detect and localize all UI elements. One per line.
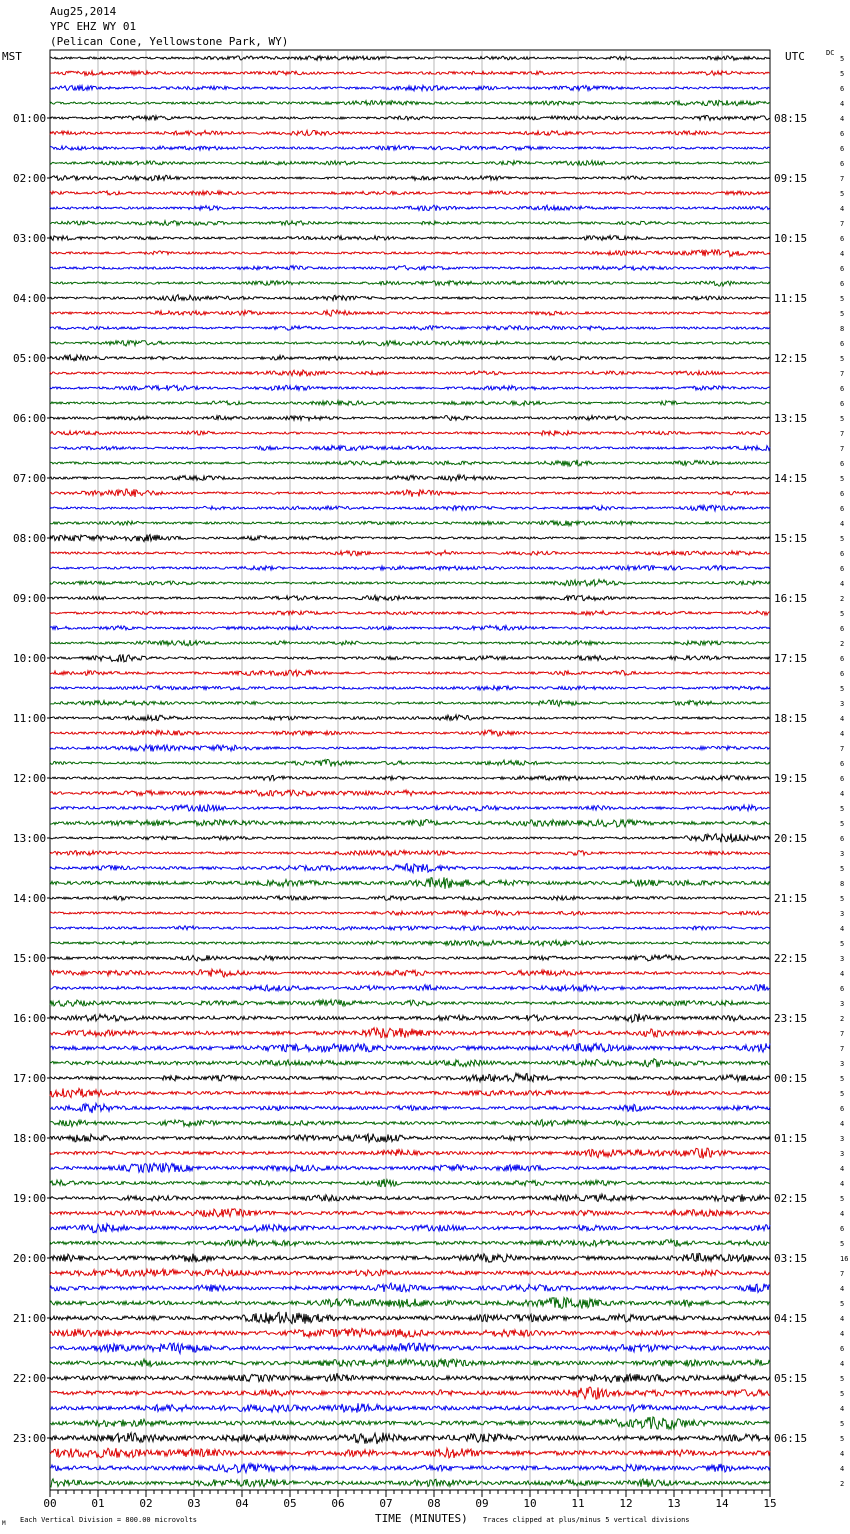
dc-value: 6 bbox=[840, 85, 845, 93]
trace-row bbox=[50, 625, 770, 630]
dc-value: 5 bbox=[840, 685, 845, 693]
left-hour-label: 23:00 bbox=[13, 1432, 47, 1445]
dc-value: 5 bbox=[840, 415, 845, 423]
dc-value: 4 bbox=[840, 580, 845, 588]
trace-row bbox=[50, 250, 770, 257]
trace-row bbox=[50, 1028, 770, 1038]
dc-value: 5 bbox=[840, 55, 845, 63]
dc-value: 4 bbox=[840, 970, 845, 978]
dc-value: 6 bbox=[840, 145, 845, 153]
trace-row bbox=[50, 1073, 770, 1082]
trace-row bbox=[50, 146, 770, 151]
trace-row bbox=[50, 686, 770, 691]
dc-value: 7 bbox=[840, 430, 845, 438]
trace-row bbox=[50, 969, 770, 977]
dc-value: 6 bbox=[840, 130, 845, 138]
x-tick-label: 10 bbox=[523, 1497, 537, 1510]
dc-value: 6 bbox=[840, 280, 845, 288]
right-hour-label: 13:15 bbox=[774, 412, 808, 425]
station-location: (Pelican Cone, Yellowstone Park, WY) bbox=[50, 35, 289, 48]
x-tick-label: 15 bbox=[763, 1497, 777, 1510]
trace-row bbox=[50, 730, 770, 736]
trace-row bbox=[50, 1298, 770, 1309]
trace-row bbox=[50, 401, 770, 406]
trace-row bbox=[50, 1448, 770, 1458]
dc-value: 6 bbox=[840, 340, 845, 348]
trace-row bbox=[50, 1240, 770, 1247]
right-hour-label: 06:15 bbox=[774, 1432, 808, 1445]
dc-value: 5 bbox=[840, 1090, 845, 1098]
left-hour-label: 05:00 bbox=[13, 352, 47, 365]
trace-row bbox=[50, 819, 770, 827]
left-hour-label: 04:00 bbox=[13, 292, 47, 305]
dc-value: 3 bbox=[840, 1135, 845, 1143]
dc-value: 6 bbox=[840, 490, 845, 498]
dc-value: 8 bbox=[840, 880, 845, 888]
trace-row bbox=[50, 221, 770, 226]
left-hour-label: 16:00 bbox=[13, 1012, 47, 1025]
trace-row bbox=[50, 56, 770, 61]
x-tick-label: 12 bbox=[619, 1497, 633, 1510]
trace-row bbox=[50, 460, 770, 466]
dc-value: 5 bbox=[840, 805, 845, 813]
trace-row bbox=[50, 1253, 770, 1262]
dc-value: 5 bbox=[840, 535, 845, 543]
trace-row bbox=[50, 1359, 770, 1367]
dc-value: 5 bbox=[840, 190, 845, 198]
dc-value: 6 bbox=[840, 1345, 845, 1353]
dc-value: 5 bbox=[840, 895, 845, 903]
dc-value: 7 bbox=[840, 175, 845, 183]
left-hour-label: 11:00 bbox=[13, 712, 47, 725]
trace-row bbox=[50, 790, 770, 796]
trace-row bbox=[50, 1433, 770, 1444]
trace-row bbox=[50, 984, 770, 991]
dc-value: 6 bbox=[840, 670, 845, 678]
right-hour-label: 08:15 bbox=[774, 112, 808, 125]
dc-value: 4 bbox=[840, 1120, 845, 1128]
x-tick-label: 08 bbox=[427, 1497, 441, 1510]
dc-value: 7 bbox=[840, 370, 845, 378]
right-hour-label: 11:15 bbox=[774, 292, 808, 305]
trace-row bbox=[50, 611, 770, 615]
dc-value: 5 bbox=[840, 865, 845, 873]
dc-value: 4 bbox=[840, 250, 845, 258]
trace-row bbox=[50, 1148, 770, 1158]
trace-row bbox=[50, 700, 770, 706]
dc-value: 6 bbox=[840, 160, 845, 168]
left-hour-label: 02:00 bbox=[13, 172, 47, 185]
x-tick-label: 00 bbox=[43, 1497, 57, 1510]
dc-value: 7 bbox=[840, 220, 845, 228]
x-tick-label: 05 bbox=[283, 1497, 297, 1510]
left-hour-label: 06:00 bbox=[13, 412, 47, 425]
dc-value: 4 bbox=[840, 1210, 845, 1218]
trace-row bbox=[50, 760, 770, 767]
right-hour-label: 12:15 bbox=[774, 352, 808, 365]
dc-value: 4 bbox=[840, 1465, 845, 1473]
dc-value: 6 bbox=[840, 385, 845, 393]
trace-row bbox=[50, 1403, 770, 1412]
trace-row bbox=[50, 1014, 770, 1023]
dc-value: 2 bbox=[840, 1015, 845, 1023]
dc-value: 6 bbox=[840, 775, 845, 783]
trace-row bbox=[50, 640, 770, 646]
trace-row bbox=[50, 896, 770, 900]
dc-value: 4 bbox=[840, 115, 845, 123]
dc-value: 4 bbox=[840, 1180, 845, 1188]
dc-value: 4 bbox=[840, 1330, 845, 1338]
trace-row bbox=[50, 175, 770, 181]
left-hour-label: 13:00 bbox=[13, 832, 47, 845]
trace-row bbox=[50, 550, 770, 555]
trace-row bbox=[50, 1103, 770, 1113]
trace-row bbox=[50, 310, 770, 316]
trace-row bbox=[50, 236, 770, 241]
dc-value: 4 bbox=[840, 1450, 845, 1458]
footer-mark: M bbox=[2, 1520, 6, 1527]
left-hour-label: 12:00 bbox=[13, 772, 47, 785]
dc-value: 4 bbox=[840, 730, 845, 738]
dc-value: 4 bbox=[840, 925, 845, 933]
dc-value: 5 bbox=[840, 355, 845, 363]
trace-row bbox=[50, 850, 770, 855]
dc-value: 6 bbox=[840, 460, 845, 468]
left-hour-label: 07:00 bbox=[13, 472, 47, 485]
dc-value: 3 bbox=[840, 700, 845, 708]
right-hour-label: 18:15 bbox=[774, 712, 808, 725]
dc-value: 5 bbox=[840, 475, 845, 483]
dc-value: 2 bbox=[840, 595, 845, 603]
dc-value: 16 bbox=[840, 1255, 849, 1263]
trace-row bbox=[50, 1283, 770, 1292]
trace-row bbox=[50, 116, 770, 121]
left-hour-label: 22:00 bbox=[13, 1372, 47, 1385]
trace-row bbox=[50, 715, 770, 721]
dc-value: 3 bbox=[840, 1150, 845, 1158]
right-hour-label: 17:15 bbox=[774, 652, 808, 665]
right-hour-label: 00:15 bbox=[774, 1072, 808, 1085]
dc-value: 2 bbox=[840, 1480, 845, 1488]
dc-value: 3 bbox=[840, 955, 845, 963]
dc-value: 7 bbox=[840, 445, 845, 453]
trace-row bbox=[50, 281, 770, 286]
dc-value: 6 bbox=[840, 1105, 845, 1113]
trace-row bbox=[50, 535, 770, 542]
dc-value: 5 bbox=[840, 1195, 845, 1203]
trace-row bbox=[50, 1088, 770, 1097]
trace-row bbox=[50, 1134, 770, 1143]
dc-value: 5 bbox=[840, 70, 845, 78]
trace-row bbox=[50, 955, 770, 961]
x-tick-label: 09 bbox=[475, 1497, 489, 1510]
trace-row bbox=[50, 1224, 770, 1233]
right-hour-label: 02:15 bbox=[774, 1192, 808, 1205]
left-hour-label: 03:00 bbox=[13, 232, 47, 245]
trace-row bbox=[50, 1043, 770, 1052]
right-hour-label: 01:15 bbox=[774, 1132, 808, 1145]
dc-value: 4 bbox=[840, 100, 845, 108]
trace-row bbox=[50, 489, 770, 497]
station-code: YPC EHZ WY 01 bbox=[50, 20, 137, 33]
dc-value: 4 bbox=[840, 1360, 845, 1368]
trace-row bbox=[50, 1343, 770, 1353]
trace-row bbox=[50, 430, 770, 435]
trace-row bbox=[50, 1373, 770, 1382]
trace-row bbox=[50, 161, 770, 166]
dc-value: 6 bbox=[840, 565, 845, 573]
dc-value: 5 bbox=[840, 940, 845, 948]
dc-value: 5 bbox=[840, 1390, 845, 1398]
dc-value: 5 bbox=[840, 310, 845, 318]
dc-value: 7 bbox=[840, 1045, 845, 1053]
trace-row bbox=[50, 1479, 770, 1487]
dc-value: 7 bbox=[840, 1270, 845, 1278]
dc-value: 4 bbox=[840, 205, 845, 213]
trace-row bbox=[50, 521, 770, 526]
dc-value: 6 bbox=[840, 625, 845, 633]
dc-value: 3 bbox=[840, 1000, 845, 1008]
trace-row bbox=[50, 191, 770, 195]
dc-value: 5 bbox=[840, 1435, 845, 1443]
trace-row bbox=[50, 1328, 770, 1337]
left-hour-label: 15:00 bbox=[13, 952, 47, 965]
x-tick-label: 04 bbox=[235, 1497, 249, 1510]
trace-row bbox=[50, 1000, 770, 1006]
dc-value: 7 bbox=[840, 745, 845, 753]
trace-row bbox=[50, 834, 770, 843]
dc-value: 6 bbox=[840, 550, 845, 558]
trace-row bbox=[50, 355, 770, 361]
dc-value: 3 bbox=[840, 910, 845, 918]
left-hour-label: 08:00 bbox=[13, 532, 47, 545]
trace-row bbox=[50, 775, 770, 780]
dc-column-label: DC bbox=[826, 49, 835, 57]
trace-row bbox=[50, 805, 770, 812]
trace-row bbox=[50, 205, 770, 211]
dc-value: 5 bbox=[840, 1300, 845, 1308]
left-hour-label: 20:00 bbox=[13, 1252, 47, 1265]
trace-row bbox=[50, 1194, 770, 1202]
right-hour-label: 16:15 bbox=[774, 592, 808, 605]
trace-row bbox=[50, 565, 770, 570]
trace-row bbox=[50, 926, 770, 930]
trace-row bbox=[50, 71, 770, 76]
left-hour-label: 18:00 bbox=[13, 1132, 47, 1145]
trace-row bbox=[50, 100, 770, 106]
dc-value: 8 bbox=[840, 325, 845, 333]
trace-row bbox=[50, 1387, 770, 1399]
right-hour-label: 20:15 bbox=[774, 832, 808, 845]
dc-value: 5 bbox=[840, 295, 845, 303]
dc-value: 5 bbox=[840, 1375, 845, 1383]
trace-row bbox=[50, 940, 770, 946]
trace-row bbox=[50, 445, 770, 450]
dc-value: 5 bbox=[840, 1075, 845, 1083]
trace-row bbox=[50, 341, 770, 346]
right-hour-label: 21:15 bbox=[774, 892, 808, 905]
trace-row bbox=[50, 864, 770, 873]
dc-value: 4 bbox=[840, 520, 845, 528]
dc-value: 4 bbox=[840, 1165, 845, 1173]
dc-value: 6 bbox=[840, 265, 845, 273]
left-timezone-label: MST bbox=[2, 50, 22, 63]
left-hour-label: 01:00 bbox=[13, 112, 47, 125]
right-hour-label: 19:15 bbox=[774, 772, 808, 785]
trace-row bbox=[50, 579, 770, 586]
dc-value: 4 bbox=[840, 1405, 845, 1413]
right-hour-label: 10:15 bbox=[774, 232, 808, 245]
right-hour-label: 23:15 bbox=[774, 1012, 808, 1025]
trace-row bbox=[50, 1417, 770, 1429]
trace-row bbox=[50, 595, 770, 601]
trace-row bbox=[50, 326, 770, 331]
trace-row bbox=[50, 295, 770, 301]
trace-row bbox=[50, 1179, 770, 1187]
dc-value: 5 bbox=[840, 610, 845, 618]
trace-row bbox=[50, 475, 770, 481]
x-tick-label: 11 bbox=[571, 1497, 585, 1510]
left-hour-label: 17:00 bbox=[13, 1072, 47, 1085]
x-tick-label: 01 bbox=[91, 1497, 105, 1510]
trace-row bbox=[50, 1269, 770, 1276]
right-hour-label: 09:15 bbox=[774, 172, 808, 185]
right-hour-label: 05:15 bbox=[774, 1372, 808, 1385]
dc-value: 6 bbox=[840, 655, 845, 663]
trace-row bbox=[50, 130, 770, 135]
x-tick-label: 03 bbox=[187, 1497, 201, 1510]
dc-value: 6 bbox=[840, 835, 845, 843]
x-tick-label: 14 bbox=[715, 1497, 729, 1510]
trace-row bbox=[50, 416, 770, 421]
left-hour-label: 21:00 bbox=[13, 1312, 47, 1325]
trace-row bbox=[50, 1059, 770, 1068]
dc-value: 6 bbox=[840, 400, 845, 408]
x-tick-label: 02 bbox=[139, 1497, 153, 1510]
dc-value: 4 bbox=[840, 1285, 845, 1293]
dc-value: 5 bbox=[840, 1420, 845, 1428]
dc-value: 5 bbox=[840, 1240, 845, 1248]
trace-row bbox=[50, 911, 770, 916]
dc-value: 6 bbox=[840, 235, 845, 243]
right-hour-label: 04:15 bbox=[774, 1312, 808, 1325]
left-hour-label: 10:00 bbox=[13, 652, 47, 665]
dc-value: 5 bbox=[840, 820, 845, 828]
dc-value: 3 bbox=[840, 850, 845, 858]
dc-value: 3 bbox=[840, 1060, 845, 1068]
plot-date: Aug25,2014 bbox=[50, 5, 117, 18]
dc-value: 2 bbox=[840, 640, 845, 648]
dc-value: 4 bbox=[840, 715, 845, 723]
dc-value: 6 bbox=[840, 505, 845, 513]
right-hour-label: 14:15 bbox=[774, 472, 808, 485]
trace-row bbox=[50, 85, 770, 90]
trace-row bbox=[50, 670, 770, 676]
right-timezone-label: UTC bbox=[785, 50, 805, 63]
dc-value: 4 bbox=[840, 1315, 845, 1323]
left-hour-label: 09:00 bbox=[13, 592, 47, 605]
trace-row bbox=[50, 877, 770, 888]
dc-value: 4 bbox=[840, 790, 845, 798]
trace-row bbox=[50, 1120, 770, 1127]
scale-note: Each Vertical Division = 800.00 microvolts bbox=[20, 1516, 198, 1524]
x-axis-title: TIME (MINUTES) bbox=[375, 1512, 468, 1525]
x-tick-label: 13 bbox=[667, 1497, 681, 1510]
x-tick-label: 07 bbox=[379, 1497, 393, 1510]
trace-row bbox=[50, 1209, 770, 1217]
dc-value: 6 bbox=[840, 1225, 845, 1233]
right-hour-label: 03:15 bbox=[774, 1252, 808, 1265]
right-hour-label: 22:15 bbox=[774, 952, 808, 965]
trace-row bbox=[50, 1312, 770, 1324]
dc-value: 7 bbox=[840, 1030, 845, 1038]
trace-row bbox=[50, 505, 770, 511]
left-hour-label: 19:00 bbox=[13, 1192, 47, 1205]
dc-value: 6 bbox=[840, 760, 845, 768]
trace-row bbox=[50, 1163, 770, 1172]
clip-note: Traces clipped at plus/minus 5 vertical divisions bbox=[483, 1516, 690, 1524]
trace-row bbox=[50, 745, 770, 752]
left-hour-label: 14:00 bbox=[13, 892, 47, 905]
trace-row bbox=[50, 370, 770, 376]
trace-row bbox=[50, 266, 770, 271]
right-hour-label: 15:15 bbox=[774, 532, 808, 545]
trace-row bbox=[50, 1464, 770, 1473]
trace-row bbox=[50, 385, 770, 390]
dc-value: 6 bbox=[840, 985, 845, 993]
trace-row bbox=[50, 654, 770, 662]
x-tick-label: 06 bbox=[331, 1497, 345, 1510]
